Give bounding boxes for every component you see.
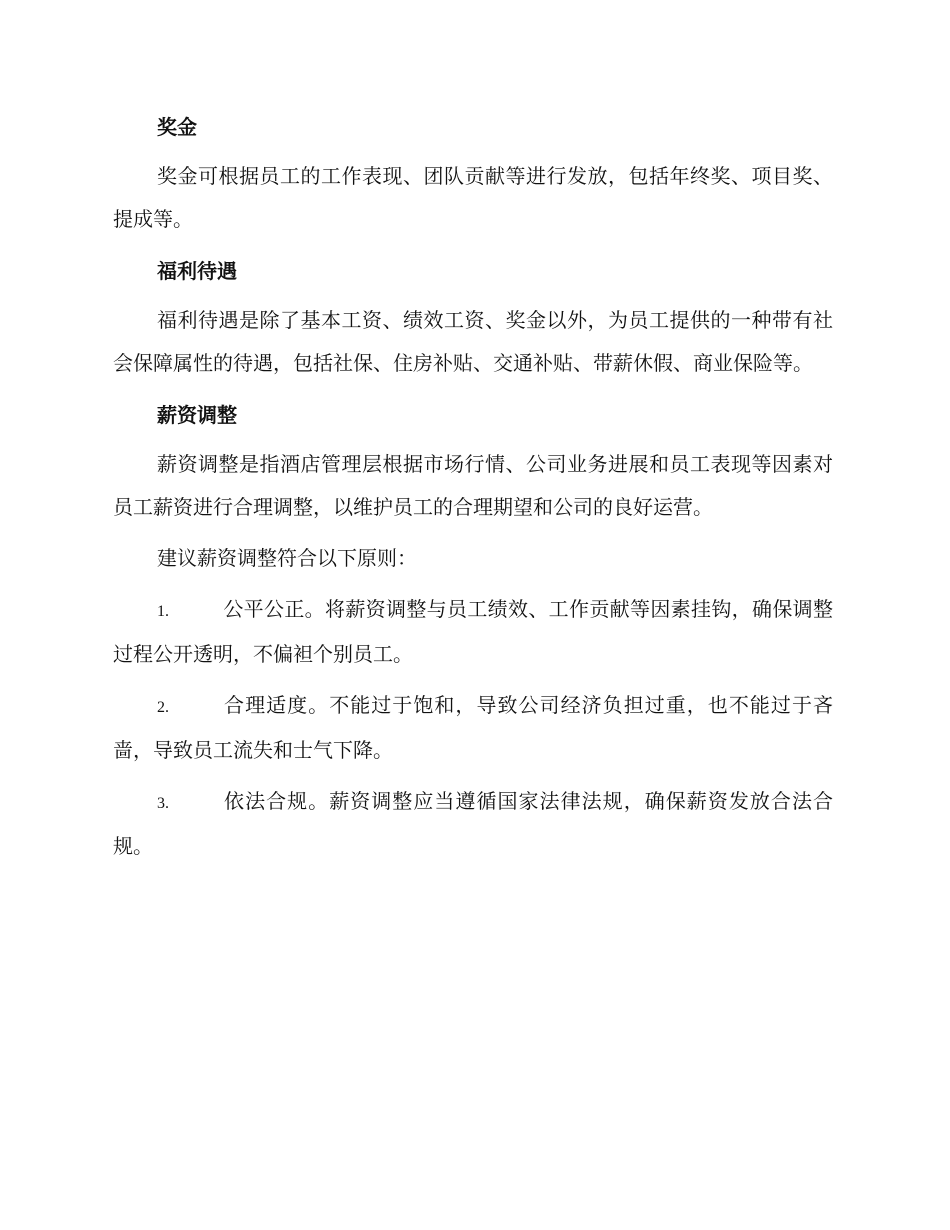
list-item-text: 依法合规。薪资调整应当遵循国家法律法规，确保薪资发放合法合规。 (113, 789, 833, 858)
list-item-text: 合理适度。不能过于饱和，导致公司经济负担过重，也不能过于吝啬，导致员工流失和士气下降。 (113, 693, 833, 762)
principles-intro: 建议薪资调整符合以下原则： (157, 546, 417, 570)
section-heading-salary-adjustment: 薪资调整 (157, 403, 237, 427)
salary-adjustment-paragraph: 薪资调整是指酒店管理层根据市场行情、公司业务进展和员工表现等因素对员工薪资进行合理调整，以维护员工的合理期望和公司的良好运营。 (113, 452, 833, 519)
principle-item-1 (113, 588, 833, 676)
section-heading-benefits: 福利待遇 (157, 259, 237, 283)
document-body (113, 105, 833, 876)
list-item-text: 公平公正。将薪资调整与员工绩效、工作贡献等因素挂钩，确保调整过程公开透明，不偏袒个别员工。 (113, 597, 833, 666)
list-number: 2. (157, 699, 169, 716)
section-heading-bonus: 奖金 (157, 115, 197, 139)
principle-item-2 (113, 684, 833, 772)
list-number: 1. (157, 603, 169, 620)
benefits-paragraph: 福利待遇是除了基本工资、绩效工资、奖金以外，为员工提供的一种带有社会保障属性的待遇，包括社保、住房补贴、交通补贴、带薪休假、商业保险等。 (113, 308, 833, 375)
bonus-paragraph: 奖金可根据员工的工作表现、团队贡献等进行发放，包括年终奖、项目奖、提成等。 (113, 164, 833, 231)
list-number: 3. (157, 795, 169, 812)
principle-item-3 (113, 780, 833, 868)
